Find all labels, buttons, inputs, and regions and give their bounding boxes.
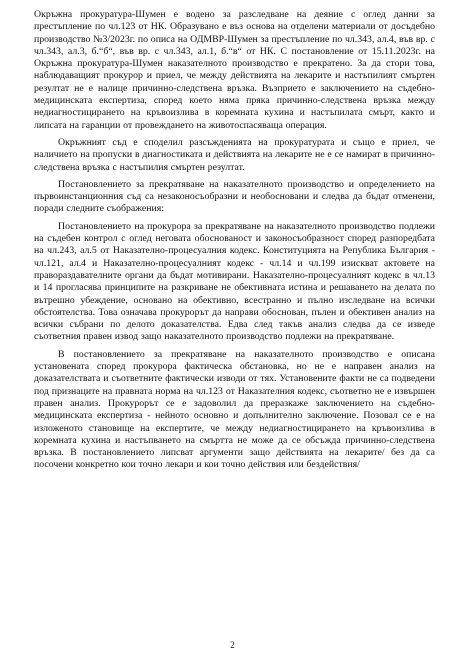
paragraph-legal-framework: Постановлението на прокурора за прекратяване на наказателното производство подлежи на съдебен контрол с оглед неговата обоснованост и законосъобразност според разпоредбата на чл.243, ал.5 от Наказателно-процесуалния кодекс. Конституцията на Република България - чл.121, ал.4 и Наказателно-процесуалният кодекс - чл.14 и чл.199 изискват актовете на правораздавателните органи да бъдат мотивирани. Наказателно-процесуалният кодекс в чл.13 и 14 прогласява принципите на разкриване не обективната истина и решаването на делата по вътрешно убеждение, основано на обективно, всестранно и пълно изследване на всички обстоятелства. Това означава прокурорът да направи обоснован, пълен и обективен анализ на всички събрани по делото доказателства. Едва след такъв анализ следва да се изведе съответния правен извод защо наказателното производство подлежи на прекратяване. xyxy=(34,220,435,343)
paragraph-court-position: Окръжният съд е споделил разсъжденията на прокуратурата и също е приел, че наличието на пропуски в диагностиката и действията на лекарите не е се намират в причинно-следствена връзка с настъпилия смъртен резултат. xyxy=(34,136,435,173)
paragraph-case-background: Окръжна прокуратура-Шумен е водено за разследване на деяние с оглед данни за престъпление по чл.123 от НК. Образувано е въз основа на отделени материали от досъдебно производство №3/2023г. по описа на ОДМВР-Шумен за престъпление по чл.343, ал.4, във вр. с чл.343, ал.3, б.“б“, във вр. с чл.343, ал.1, б.“в“ от НК. С постановление от 15.11.2023г. на Окръжна прокуратура-Шумен наказателното производство е прекратено. За да стори това, наблюдаващият прокурор и приел, че между действията на лекарите и настъпилият смъртен резултат не е налице причинно-следствена връзка. Възприето е заключението на съдебно-медицинската експертиза, според което няма пряка причинно-следствена връзка между недиагностицирането на кръвоизлива в коремната кухина и настъпилата смърт, както и липсата на гаранции от провеждането на животоспасяваща операция. xyxy=(34,9,435,131)
page-number: 2 xyxy=(230,640,235,650)
paragraph-analysis-critique: В постановлението за прекратяване на наказателното производство е описана установената според прокурора фактическа обстановка, но не е направен анализ на доказателствата и съответните фактически изводи от тях. Установените факти не са подведени под признаците на правната норма на чл.123 от Наказателния кодекс, съответно не е извършен правен анализ. Прокурорът се е задоволил да преразкаже заключението на съдебно-медицинската експертиза - нейното основно и допълнително заключение. Позовал се е на изложеното становище на експертите, че между недиагностицирането на кръвоизлива в коремната кухина и настъпването на смъртта не може да се обсъжда причинно-следствена връзка. В постановлението липсват аргументи защо действията на лекарите/ без да са посочени конкретно кои точно лекари и кои точно действия или бездействия/ xyxy=(34,348,435,471)
paragraph-grounds-intro: Постановлението за прекратяване на наказателното производство и определението на първоинстанционния съд са незаконосъобразни и необосновани и следва да бъдат отменени, поради следните съображения: xyxy=(34,178,435,215)
document-body xyxy=(34,9,435,472)
